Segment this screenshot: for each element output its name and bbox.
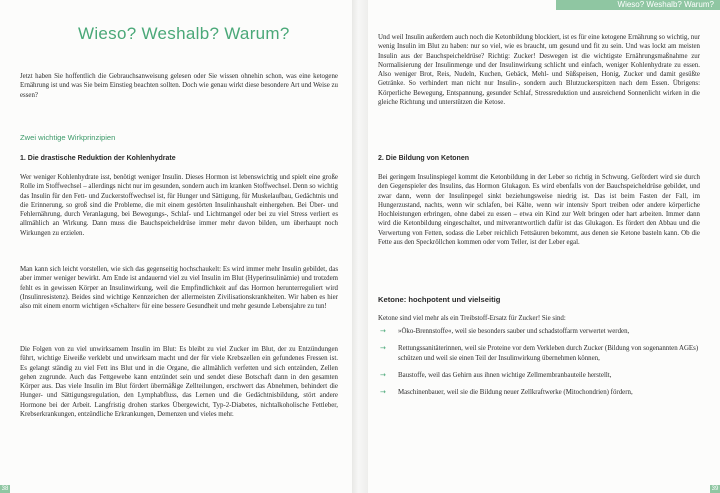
arrow-right-icon: → — [380, 327, 386, 335]
paragraph-ketonbildung-blockiert: Und weil Insulin außerdem auch noch die Ketonbildung blockiert, ist es für eine ketogene Ernährung so wichtig, nur wenig Insulin im Blut zu haben: nur so viel, wie es braucht, um gesund und fit zu sein. Und was lockt am meisten Insulin aus der Bauchspeicheldrüse? Richtig: Zucker! Deswegen ist die wichtigste Ernährungsmaßnahme zur Normalisierung der Insulinmenge und der Insulinwirkung schlicht und einfach, weniger Kohlenhydrate zu essen. Also weniger Brot, Reis, Nudeln, Kuchen, Gebäck, Mehl- und Süßspeisen, Honig, Zucker und damit gesüßte Getränke. So verhindert man nicht nur Insulin-, sondern auch Blutzuckerspitzen nach dem Essen. Übrigens: Körperliche Bewegung, Entspannung, gesunder Schlaf, Stressreduktion und ausreichend Sonnenlicht wirken in die gleiche Richtung und unterstützen die Ketose. — [378, 34, 700, 107]
list-item: → Baustoffe, weil das Gehirn aus ihnen wichtige Zellmembranbauteile herstellt, — [380, 370, 612, 379]
paragraph-ketone-sind: Ketone sind viel mehr als ein Treibstoff-Ersatz für Zucker! Sie sind: — [378, 315, 566, 322]
heading-ketone: 2. Die Bildung von Ketonen — [378, 155, 470, 162]
page-title: Wieso? Weshalb? Warum? — [78, 24, 290, 43]
list-item: → Maschinenbauer, weil sie die Bildung neuer Zellkraftwerke (Mitochondrien) fördern, — [380, 388, 633, 397]
paragraph-hyperinsulinaemie: Man kann sich leicht vorstellen, wie sich das gegenseitig hochschaukelt: Es wird immer mehr Insulin gebildet, das aber immer weniger bewirkt. Am Ende ist andauernd viel zu viel Insulin im Blut (Hyperinsulinämie) und trotzdem fehlt es in gewissen Körper an Insulinwirkung, weil die Empfindlichkeit auf das Hormon herunterreguliert wird (Insulinresistenz). Beides sind wichtige Kennzeichen der allermeisten Zivilisationskrankheiten. Wir haben es hier also mit einem enorm wichtigen »Schalter« für eine bessere Gesundheit und mehr gesunde Lebensjahre zu tun! — [20, 266, 338, 311]
subheading-wirkprinzipien: Zwei wichtige Wirkprinzipien — [20, 133, 116, 142]
heading-kohlenhydrate: 1. Die drastische Reduktion der Kohlenhydrate — [20, 155, 176, 162]
arrow-right-icon: → — [380, 388, 386, 397]
page-number-right: 39 — [711, 486, 719, 492]
book-gutter — [352, 0, 368, 493]
left-page — [0, 0, 352, 493]
paragraph-folgen: Die Folgen von zu viel unwirksamem Insulin im Blut: Es bleibt zu viel Zucker im Blut, der zu Entzündungen führt, wichtige Eiweiße verklebt und unwirksam macht und der für viele Krebszellen ein gefundenes Fressen ist. Es gelangt ständig zu viel Fett ins Blut und in die Organe, die allmählich verfetten und sich entzünden, Zellen gehen zugrunde. Auch das Fettgewebe kann entzündet sein und sendet diese Botschaft dann in den gesamten Körper aus. Das viele Insulin im Blut fördert übermäßige Zellteilungen, erschwert das Abnehmen, behindert die Hunger- und Sättigungsregulation, den Lymphabfluss, das Lernen und die Gedächtnisbildung, stört andere Hormone bei der Arbeit. Langfristig drohen starkes Übergewicht, Typ-2-Diabetes, nichtalkoholische Fettleber, Krebserkrankungen, entzündliche Erkrankungen, Demenzen und vieles mehr. — [20, 346, 338, 419]
subheading-hochpotent: Ketone: hochpotent und vielseitig — [378, 295, 501, 304]
paragraph-glukagon: Bei geringem Insulinspiegel kommt die Ketonbildung in der Leber so richtig in Schwung. Gefördert wird sie durch den Gegenspieler des Insulins, das Hormon Glukagon. Es wird ebenfalls von der Bauchspeicheldrüse gebildet, und zwar dann, wenn der Insulinpegel sinkt beziehungsweise niedrig ist. Das ist beim Fasten der Fall, im Hungerzustand, nachts, wenn wir schlafen, bei Kälte, wenn wir intensiv Sport treiben oder andere körperliche Hochleistungen erbringen, ohne dabei zu essen – etwa ein Kind zur Welt bringen oder hart arbeiten. Immer dann wird die Ketonbildung eingeschaltet, und mitverantwortlich dafür ist das Glukagon. Es fördert den Abbau und die Verwertung von Fetten, sodass die Leber reichlich Fettsäuren bekommt, aus denen sie Ketone basteln kann. Ob die Fette aus den Speckröllchen kommen oder vom Teller, ist der Leber egal. — [378, 174, 700, 247]
running-head: Wieso? Weshalb? Warum? — [556, 0, 720, 10]
page-number-left: 38 — [1, 486, 9, 492]
ketone-benefits-list — [378, 327, 700, 405]
arrow-right-icon: → — [380, 344, 386, 353]
arrow-right-icon: → — [380, 370, 386, 379]
list-item: → »Öko-Brennstoffe«, weil sie besonders sauber und schadstoffarm verwertet werden, — [380, 327, 630, 335]
intro-paragraph: Jetzt haben Sie hoffentlich die Gebrauchsanweisung gelesen oder Sie wissen ohnehin schon, was eine ketogene Ernährung ist und was Sie beim Einstieg beachten sollten. Doch wie genau wirkt diese besondere Art und Weise zu essen? — [20, 73, 338, 99]
right-page — [368, 0, 720, 493]
list-item: → Rettungssanitäterinnen, weil sie Proteine vor dem Verkleben durch Zucker (Bildung von sogenannten AGEs) schützen und weil sie einen Teil der Insulinwirkung übernehmen können, — [380, 344, 699, 362]
paragraph-insulin: Wer weniger Kohlenhydrate isst, benötigt weniger Insulin. Dieses Hormon ist lebenswichtig und spielt eine große Rolle im Stoffwechsel – allerdings nicht nur im gesunden, sondern auch im kranken Stoffwechsel. Denn so wichtig das Insulin für den Fett- und Zuckerstoffwechsel ist, für Hunger und Sättigung, für Muskelaufbau, Gedächtnis und die Erinnerung, so groß sind die Probleme, die mit einem gestörten Insulinhaushalt einhergehen. Bei Über- und Fehlernährung, durch Veranlagung, bei Bewegungs-, Schlaf- und Lichtmangel oder bei zu viel Stress verliert es allmählich an Wirkung. Dann muss die Bauchspeicheldrüse immer mehr davon bilden, um überhaupt noch Wirkungen zu erzielen. — [20, 174, 338, 237]
